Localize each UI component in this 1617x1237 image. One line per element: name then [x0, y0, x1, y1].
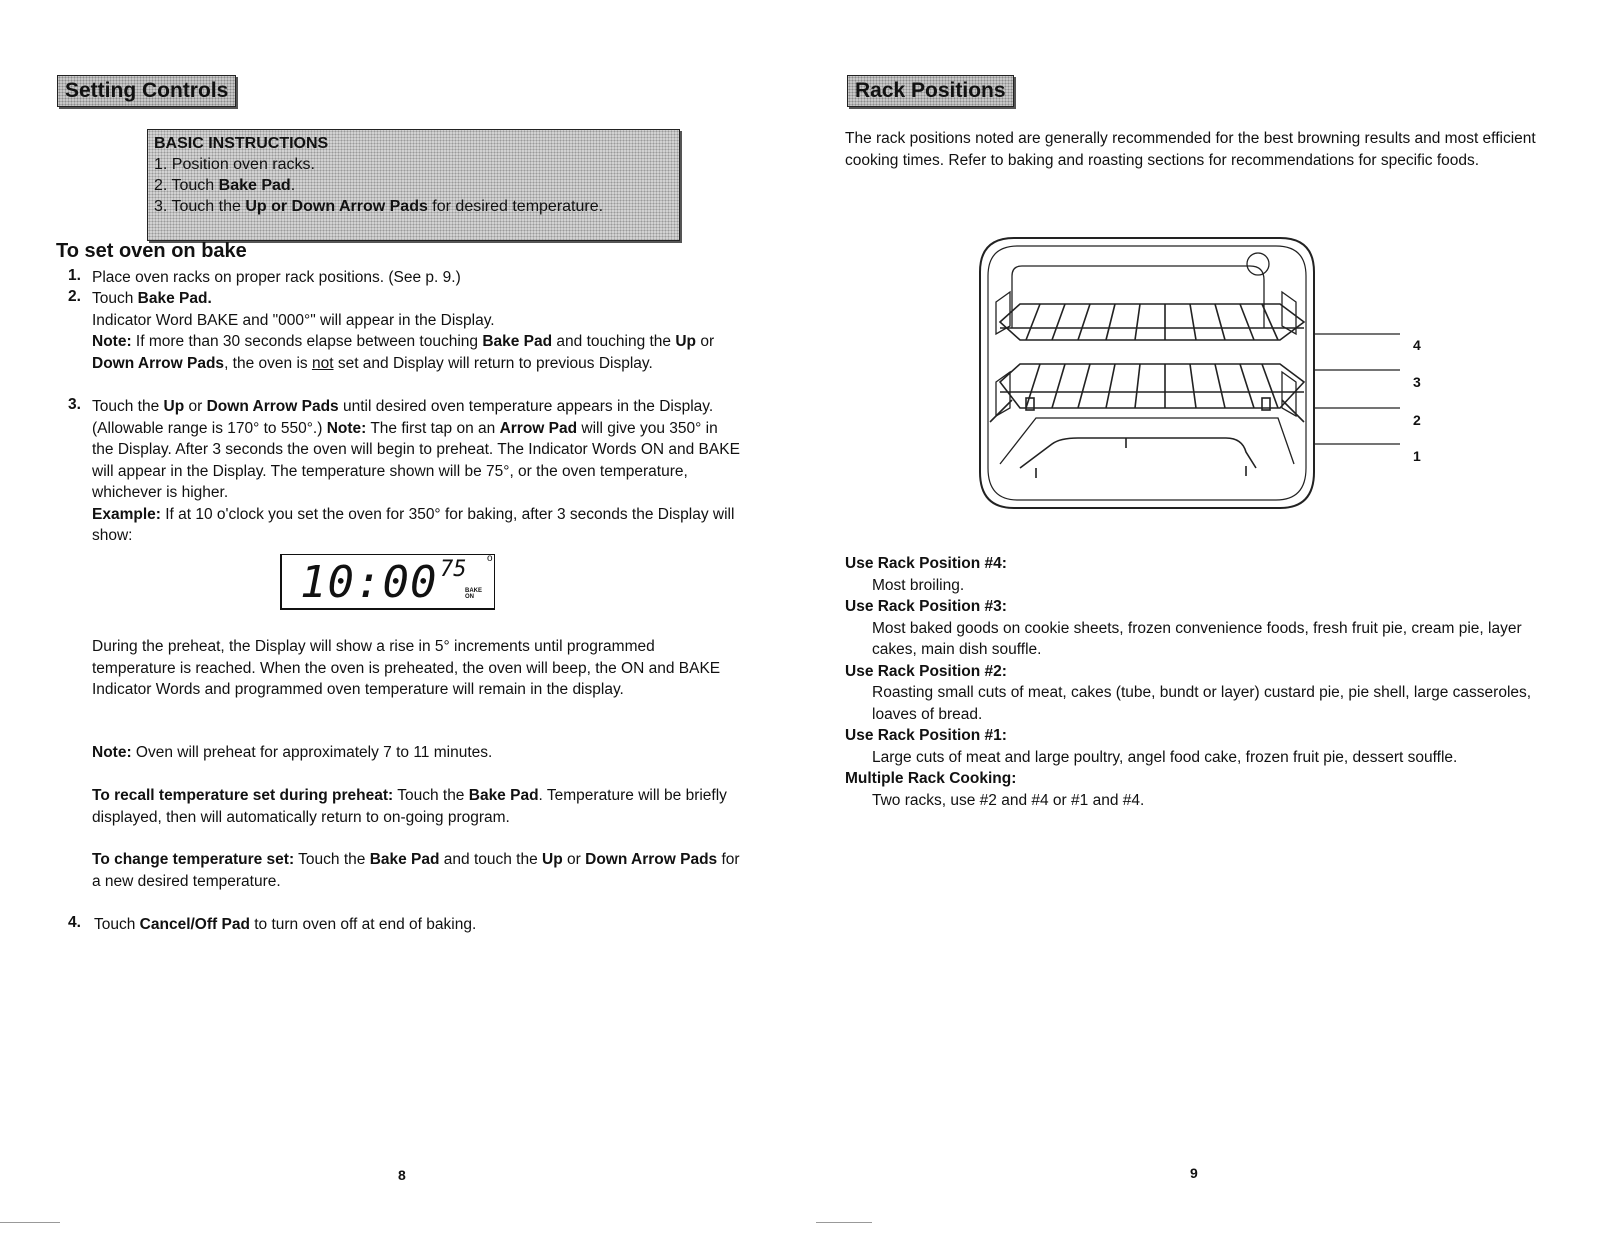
item-1-text: Place oven racks on proper rack positions. (See p. 9.)	[92, 269, 461, 286]
display-indicators: BAKE ON	[465, 588, 483, 600]
basic-instructions-box	[147, 129, 680, 241]
multi-heading: Multiple Rack Cooking:	[845, 770, 1017, 787]
rack-label-3: 3	[1413, 374, 1421, 390]
item-1-number: 1.	[68, 267, 81, 284]
oven-rack-diagram	[960, 232, 1430, 522]
page-number-right: 9	[1190, 1165, 1198, 1181]
item-3-number: 3.	[68, 396, 81, 413]
rack-intro: The rack positions noted are generally recommended for the best browning results and most efficient cooking times. Refer to baking and roasting sections for recommendations for specific foods.	[845, 130, 1536, 169]
rack-label-1: 1	[1413, 448, 1421, 464]
scan-edge-line-left	[0, 1222, 60, 1223]
item-2-text: Touch Bake Pad. Indicator Word BAKE and "000°" will appear in the Display. Note: If more than 30 seconds elapse between touching Bake Pad and touching the Up or Down Arrow Pads, the oven is not set and Display will return to previous Display.	[92, 290, 715, 372]
bake-heading: To set oven on bake	[56, 240, 247, 262]
pos4-text: Most broiling.	[872, 576, 965, 594]
degree-icon: o	[487, 553, 493, 564]
recall-paragraph: To recall temperature set during preheat: Touch the Bake Pad. Temperature will be briefly displayed, then will automatically return to on-going program.	[92, 787, 727, 826]
rack-positions-banner: Rack Positions	[847, 75, 1014, 107]
scan-edge-line-right	[816, 1222, 872, 1223]
pos2-heading: Use Rack Position #2:	[845, 662, 1007, 680]
display-temp: 75	[440, 557, 467, 582]
item-4-number: 4.	[68, 914, 81, 931]
pos2-text: Roasting small cuts of meat, cakes (tube, bundt or layer) custard pie, pie shell, large casseroles, loaves of bread.	[872, 684, 1532, 723]
setting-controls-banner: Setting Controls	[57, 75, 236, 107]
rack-usage-list	[845, 553, 1542, 811]
item-2-number: 2.	[68, 288, 81, 305]
pos1-heading: Use Rack Position #1:	[845, 727, 1007, 744]
display-time: 10:00	[300, 557, 438, 608]
basic-step-2: 2. Touch Bake Pad.	[154, 177, 296, 194]
preheat-note: Note: Oven will preheat for approximately 7 to 11 minutes.	[92, 744, 493, 761]
oven-display	[280, 554, 495, 610]
pos3-text: Most baked goods on cookie sheets, frozen convenience foods, fresh fruit pie, cream pie, layer cakes, main dish souffle.	[872, 619, 1522, 658]
item-4-text: Touch Cancel/Off Pad to turn oven off at end of baking.	[94, 916, 477, 933]
basic-instructions-title: BASIC INSTRUCTIONS	[154, 135, 329, 152]
pos3-heading: Use Rack Position #3:	[845, 598, 1007, 615]
basic-step-3: 3. Touch the Up or Down Arrow Pads for desired temperature.	[154, 198, 604, 215]
basic-step-1: 1. Position oven racks.	[154, 156, 315, 173]
page-number-left: 8	[398, 1167, 406, 1183]
pos4-heading: Use Rack Position #4:	[845, 555, 1007, 572]
change-paragraph: To change temperature set: Touch the Bake Pad and touch the Up or Down Arrow Pads for a new desired temperature.	[92, 851, 740, 890]
rack-label-2: 2	[1413, 412, 1421, 428]
pos1-text: Large cuts of meat and large poultry, angel food cake, frozen fruit pie, dessert souffle.	[872, 748, 1458, 766]
item-3-text: Touch the Up or Down Arrow Pads until desired oven temperature appears in the Display. (Allowable range is 170° to 550°.) Note: The first tap on an Arrow Pad will give you 350° in the Display. After 3 seconds the oven will begin to preheat. The Indicator Words ON and BAKE will appear in the Display. The temperature shown will be 75°, or the oven temperature, whichever is higher. Example: If at 10 o'clock you set the oven for 350° for baking, after 3 seconds the Display will show:	[92, 398, 740, 544]
preheat-paragraph: During the preheat, the Display will show a rise in 5° increments until programmed temperature is reached. When the oven is preheated, the oven will beep, the ON and BAKE Indicator Words and programmed oven temperature will remain in the display.	[92, 638, 721, 698]
rack-label-4: 4	[1413, 337, 1421, 353]
multi-text: Two racks, use #2 and #4 or #1 and #4.	[872, 791, 1145, 809]
